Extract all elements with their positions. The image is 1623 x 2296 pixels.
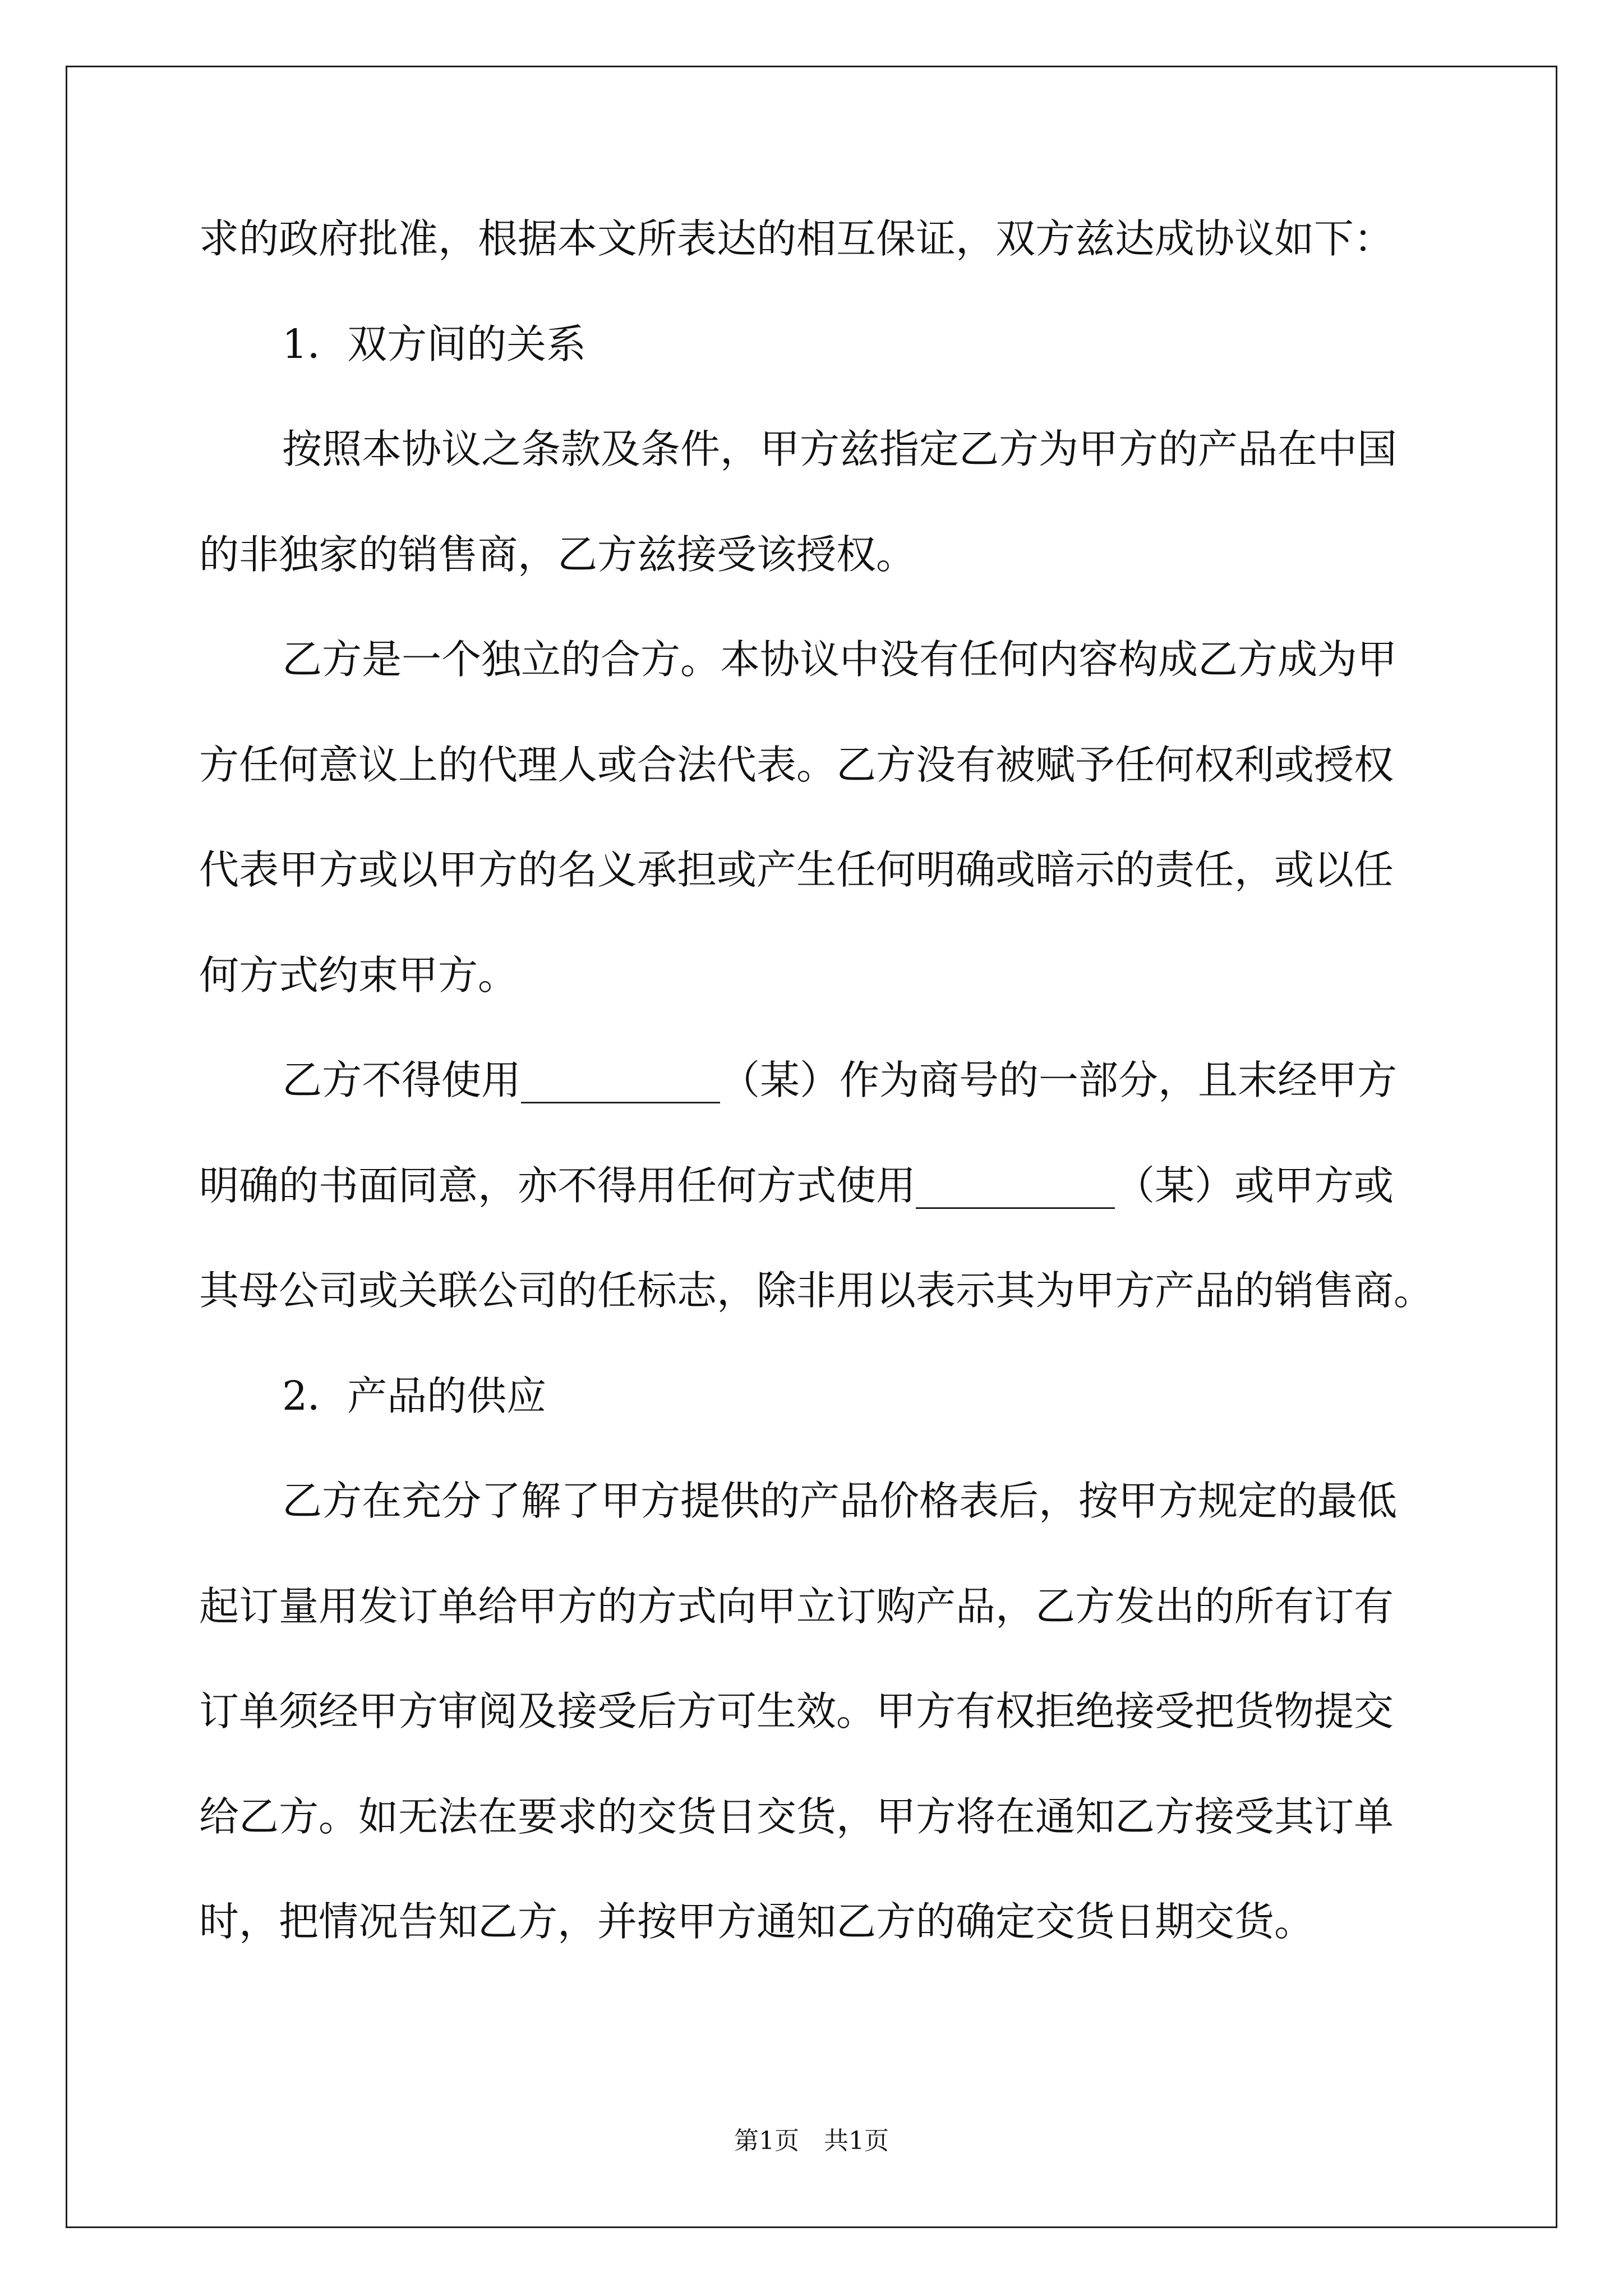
text-line: 明确的书面同意，亦不得用任何方式使用__________（某）或甲方或 (199, 1162, 1394, 1209)
document-body (199, 215, 1434, 2007)
section-heading-supply: 2．产品的供应 (282, 1372, 547, 1419)
text-line: 订单须经甲方审阅及接受后方可生效。甲方有权拒绝接受把货物提交 (199, 1688, 1394, 1734)
text-line: 其母公司或关联公司的任标志，除非用以表示其为甲方产品的销售商。 (199, 1267, 1434, 1314)
page-footer: 第1页 共1页 (734, 2127, 889, 2155)
text-line: 时，把情况告知乙方，并按甲方通知乙方的确定交货日期交货。 (199, 1898, 1315, 1945)
text-line: 何方式约束甲方。 (199, 951, 518, 999)
section-heading-relationship: 1．双方间的关系 (282, 320, 587, 367)
text-line: 代表甲方或以甲方的名义承担或产生任何明确或暗示的责任，或以任 (199, 846, 1394, 893)
text-line: 乙方是一个独立的合方。本协议中没有任何内容构成乙方成为甲 (282, 636, 1398, 683)
text-line: 乙方不得使用__________（某）作为商号的一部分，且末经甲方 (282, 1057, 1398, 1103)
text-line: 的非独家的销售商，乙方兹接受该授权。 (199, 531, 916, 578)
text-line: 起订量用发订单给甲方的方式向甲立订购产品，乙方发出的所有订有 (199, 1582, 1394, 1630)
text-line: 方任何意议上的代理人或合法代表。乙方没有被赋予任何权利或授权 (199, 741, 1394, 788)
text-line: 乙方在充分了解了甲方提供的产品价格表后，按甲方规定的最低 (282, 1478, 1398, 1524)
text-line: 求的政府批准，根据本文所表达的相互保证，双方兹达成协议如下： (199, 215, 1394, 262)
text-line: 按照本协议之条款及条件，甲方兹指定乙方为甲方的产品在中国 (282, 426, 1398, 472)
text-line: 给乙方。如无法在要求的交货日交货，甲方将在通知乙方接受其订单 (199, 1793, 1394, 1840)
